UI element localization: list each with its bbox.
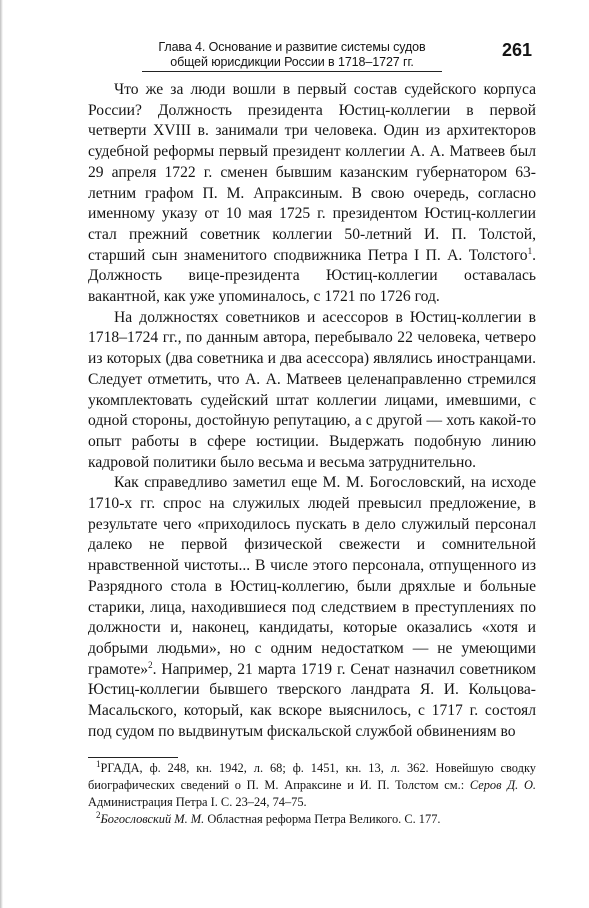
- paragraph-1: [88, 80, 536, 308]
- paragraph-3-text-a: Как справедливо заметил еще М. М. Богословский, на исходе 1710-х гг. спрос на служилых людей превысил предложение, в результате чего «приходилось пускать в дело служилый персонал далеко не первой физической свежести и сомнительной нравственной чистоты... В числе этого персонала, отпущенного из Разрядного стола в Юстиц-коллегию, были дряхлые и больные старики, лица, находившиеся под следствием в преступлениях по должности и, наконец, кандидаты, которые оказались «хотя и добрыми людьми», но с одним недостатком — не умеющими грамоте»: [88, 474, 536, 678]
- paragraph-1-text-b: . Должность вице-президента Юстиц-коллегии оставалась вакантной, как уже упоминалось, с 1721 по 1726 год.: [88, 246, 536, 306]
- footnote-1-author: Серов Д. О.: [469, 778, 536, 792]
- chapter-title-line2: общей юрисдикции России в 1718–1727 гг.: [142, 55, 442, 72]
- page-number: 261: [501, 40, 532, 60]
- footnote-1-text-b: Администрация Петра I. С. 23–24, 74–75.: [88, 795, 307, 809]
- chapter-title: [142, 40, 442, 72]
- footnote-ref-1: 1: [527, 245, 533, 256]
- chapter-title-line1: Глава 4. Основание и развитие системы судов: [158, 40, 426, 54]
- footnote-2-marker: 2: [96, 809, 101, 820]
- main-text: [88, 80, 536, 743]
- footnotes: [88, 760, 536, 828]
- footnote-1-marker: 1: [96, 758, 101, 769]
- paragraph-3: [88, 473, 536, 742]
- footnote-2-author: Богословский М. М.: [100, 812, 205, 826]
- footnote-1-text-a: РГАДА, ф. 248, кн. 1942, л. 68; ф. 1451, кн. 13, л. 362. Новейшую сводку биографических сведений о П. М. Апраксине и И. П. Толстом см.:: [88, 761, 536, 792]
- footnote-ref-2: 2: [148, 659, 153, 670]
- footnote-2-text: Областная реформа Петра Великого. С. 177.: [204, 812, 441, 826]
- footnote-1: [88, 760, 536, 811]
- running-header: [112, 40, 532, 74]
- paragraph-2: На должностях советников и асессоров в Юстиц-коллегии в 1718–1724 гг., по данным автора, перебывало 22 человека, четверо из которых (два советника и два асессора) являлись иностранцами. Следует отметить, что А. А. Матвеев целенаправленно стремился укомплектовать судейский штат коллегии лицами, имевшими, с одной стороны, достойную репутацию, а с другой — хоть какой-то опыт работы в сфере юстиции. Выдержать подобную линию кадровой политики было весьма и весьма затруднительно.: [88, 308, 536, 471]
- paragraph-3-text-b: . Например, 21 марта 1719 г. Сенат назначил советником Юстиц-коллегии бывшего тверского ландрата Я. И. Кольцова-Масальского, который, как вскоре выяснилось, с 1717 г. состоял под судом по выдвинутым фискальской службой обвинениям во: [88, 660, 536, 740]
- paragraph-1-text-a: Что же за люди вошли в первый состав судейского корпуса России? Должность президента Юстиц-коллегии в первой четверти XVIII в. занимали три человека. Один из архитекторов судебной реформы первый президент коллегии А. А. Матвеев был 29 апреля 1722 г. сменен бывшим казанским губернатором 63-летним графом П. М. Апраксиным. В свою очередь, согласно именному указу от 10 мая 1725 г. президентом Юстиц-коллегии стал прежний советник коллегии 50-летний И. П. Толстой, старший сын знаменитого сподвижника Петра I П. А. Толстого: [88, 81, 536, 264]
- footnote-2: [88, 811, 536, 828]
- page-binding-shadow: [0, 0, 3, 908]
- footnote-divider: [88, 757, 178, 758]
